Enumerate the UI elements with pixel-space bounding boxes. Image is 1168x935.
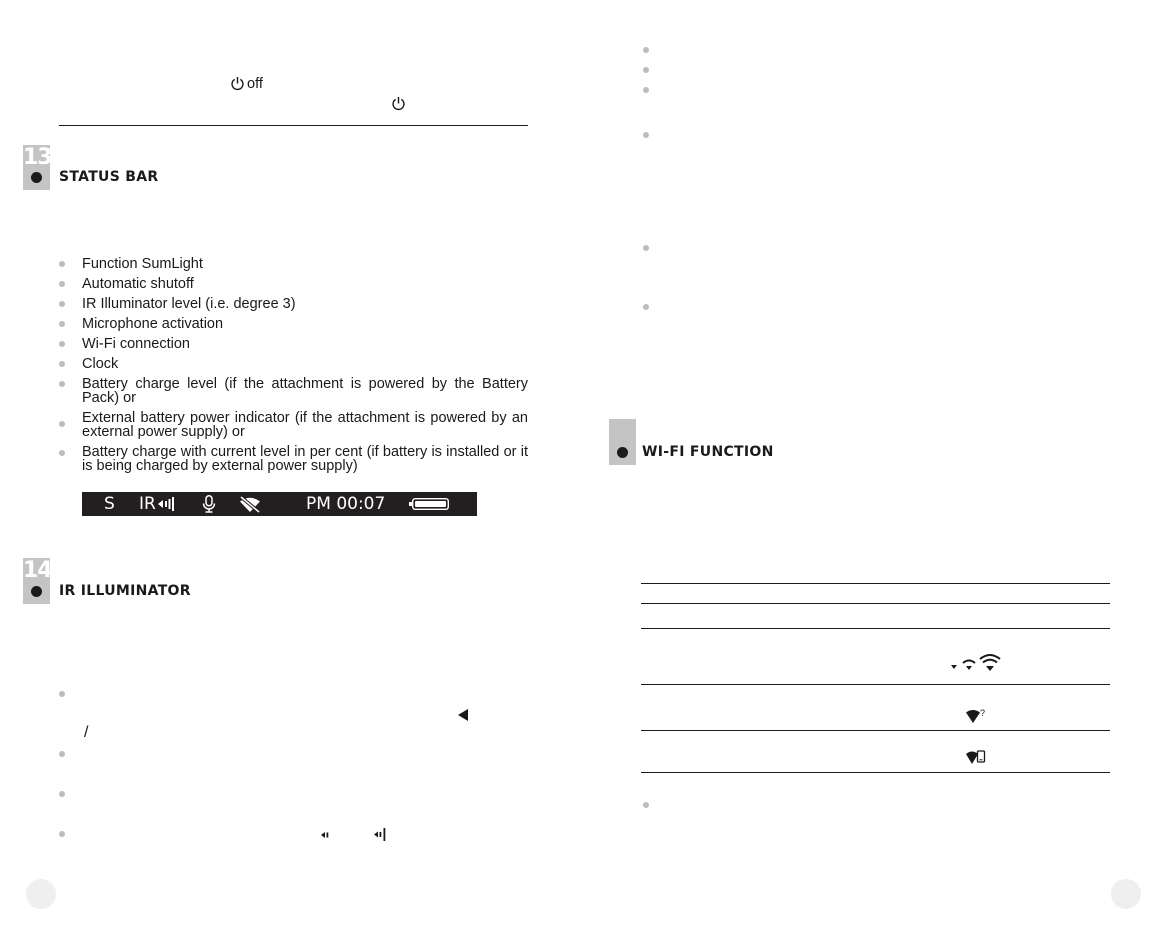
list-bullet xyxy=(643,245,649,251)
off-label: off xyxy=(247,76,263,92)
list-bullet xyxy=(59,301,65,307)
list-bullet xyxy=(59,751,65,757)
list-bullet xyxy=(59,450,65,456)
page-number-badge xyxy=(1111,879,1141,909)
sumlight-indicator: S xyxy=(104,494,115,514)
list-bullet xyxy=(643,132,649,138)
wifi-signal-levels-icon xyxy=(949,652,1001,672)
wifi-unknown-mark: ? xyxy=(980,708,986,718)
clock-indicator: PM 00:07 xyxy=(306,494,386,514)
table-rule xyxy=(641,684,1110,685)
section-title: STATUS BAR xyxy=(59,169,159,185)
list-bullet xyxy=(59,381,65,387)
wifi-unknown-icon xyxy=(966,709,980,724)
list-bullet xyxy=(59,341,65,347)
section-bullet xyxy=(617,447,628,458)
table-rule xyxy=(641,730,1110,731)
list-item: Battery charge with current level in per cent (if battery is installed or it is being charged by external power supply) xyxy=(82,444,528,474)
list-item: External battery power indicator (if the attachment is powered by an external power supply) or xyxy=(82,410,528,440)
list-bullet xyxy=(59,281,65,287)
table-rule xyxy=(641,583,1110,584)
status-bar-display xyxy=(82,492,477,516)
list-item: IR Illuminator level (i.e. degree 3) xyxy=(82,296,296,312)
ir-level-high-icon xyxy=(374,828,386,841)
microphone-icon xyxy=(202,495,216,513)
section-title: IR ILLUMINATOR xyxy=(59,583,191,599)
list-bullet xyxy=(59,261,65,267)
list-bullet xyxy=(59,831,65,837)
page-number-badge xyxy=(26,879,56,909)
slash-glyph: / xyxy=(84,724,89,741)
list-item: Clock xyxy=(82,356,119,372)
list-bullet xyxy=(643,47,649,53)
power-icon xyxy=(391,96,406,111)
wifi-device-icon xyxy=(966,750,988,767)
list-bullet xyxy=(59,361,65,367)
list-bullet xyxy=(643,802,649,808)
list-bullet xyxy=(643,67,649,73)
list-item: Function SumLight xyxy=(82,256,203,272)
wifi-off-icon xyxy=(239,496,261,513)
table-rule xyxy=(641,772,1110,773)
list-bullet xyxy=(59,691,65,697)
table-rule xyxy=(641,628,1110,629)
power-icon xyxy=(230,76,245,91)
list-item: Automatic shutoff xyxy=(82,276,194,292)
list-item: Battery charge level (if the attachment is powered by the Battery Pack) or xyxy=(82,376,528,406)
table-rule xyxy=(641,603,1110,604)
list-bullet xyxy=(59,791,65,797)
list-item: Wi-Fi connection xyxy=(82,336,190,352)
ir-indicator: IR xyxy=(139,494,156,514)
divider-rule xyxy=(59,125,528,126)
section-bullet xyxy=(31,172,42,183)
section-number-box xyxy=(609,419,636,465)
list-bullet xyxy=(59,321,65,327)
arrow-left-icon xyxy=(458,709,468,721)
battery-icon xyxy=(409,498,449,510)
list-item: Microphone activation xyxy=(82,316,224,332)
section-number: 14 xyxy=(23,558,50,604)
list-bullet xyxy=(643,87,649,93)
ir-level-low-icon xyxy=(321,830,329,840)
list-bullet xyxy=(643,304,649,310)
section-title: WI-FI FUNCTION xyxy=(642,444,774,460)
section-number: 13 xyxy=(23,145,50,190)
list-bullet xyxy=(59,421,65,427)
section-bullet xyxy=(31,586,42,597)
ir-level-icon xyxy=(158,497,174,511)
